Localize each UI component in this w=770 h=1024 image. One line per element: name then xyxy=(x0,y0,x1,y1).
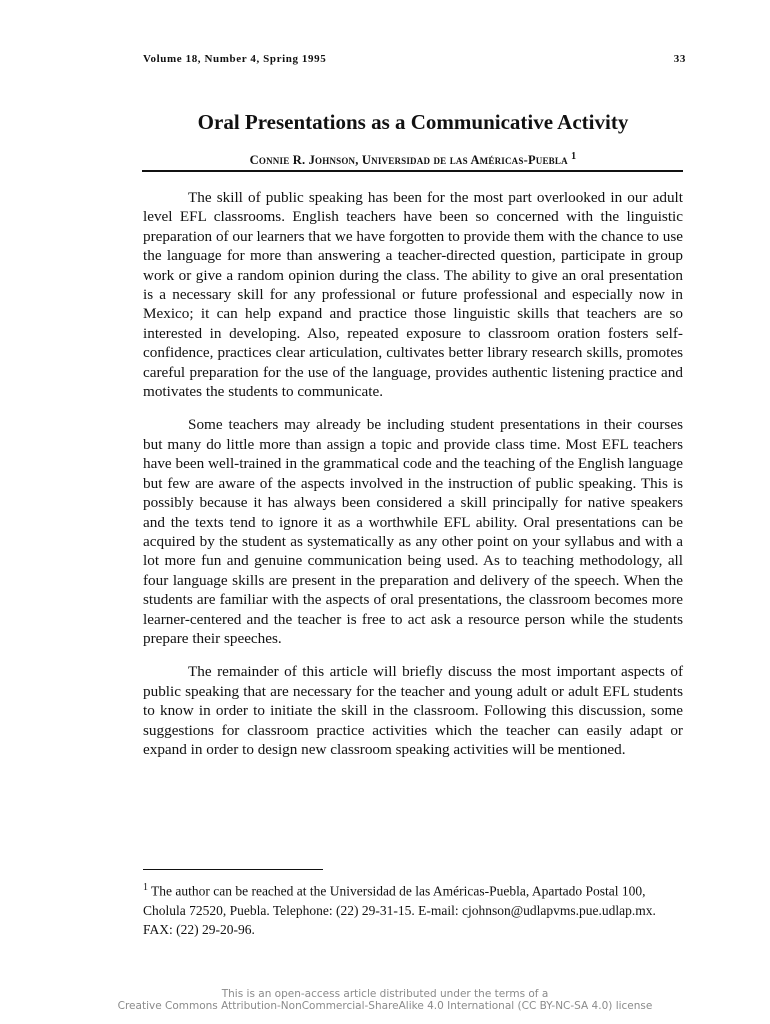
paragraph-3: The remainder of this article will briefly discuss the most important aspects of public speaking that are necessary for the teacher and young adult or adult EFL students to know in order to initiate the skill in the classroom. Following this discussion, some suggestions for classroom practice activities which the teacher can easily adapt or expand in order to design new classroom speaking activities will be mentioned. xyxy=(143,663,683,758)
footnote xyxy=(143,878,683,939)
article-body xyxy=(143,188,683,773)
license-line-2[interactable]: Creative Commons Attribution-NonCommercial-ShareAlike 4.0 International (CC BY-NC-SA 4.0) license xyxy=(117,1000,653,1012)
running-head xyxy=(143,53,686,65)
footnote-text: The author can be reached at the Universidad de las Américas-Puebla, Apartado Postal 100, Cholula 72520, Puebla. Telephone: (22) 29-31-15. E-mail: cjohnson@udlapvms.pue.udlap.mx. FAX: (22) 29-20-96. xyxy=(143,883,656,937)
license-line-1: This is an open-access article distributed under the terms of a xyxy=(221,988,549,1000)
title-rule xyxy=(142,170,683,172)
page-number: 33 xyxy=(673,53,686,65)
author-byline xyxy=(143,151,683,168)
footnote-rule xyxy=(143,869,323,870)
journal-issue: Volume 18, Number 4, Spring 1995 xyxy=(143,53,327,65)
paragraph-1: The skill of public speaking has been for the most part overlooked in our adult level EFL classrooms. English teachers have been so concerned with the linguistic preparation of our learners that we have forgotten to provide them with the chance to use the language for more than answering a teacher-directed question, participate in group work or give a random opinion during the class. The ability to give an oral presentation is a necessary skill for any professional or future professional and especially now in Mexico; it can help expand and practice those linguistic skills that teachers are so interested in developing. Also, repeated exposure to classroom oration fosters self-confidence, practices clear articulation, cultivates better library research skills, promotes careful preparation for the use of the language, provides authentic listening practice and motivates the students to communicate. xyxy=(143,189,683,401)
license-notice xyxy=(0,988,770,1012)
paragraph-2: Some teachers may already be including student presentations in their courses but many do little more than assign a topic and provide class time. Most EFL teachers have been well-trained in the grammatical code and the teaching of the English language but few are aware of the aspects involved in the instruction of public speaking. This is possibly because it has always been considered a skill principally for native speakers and the texts tend to ignore it as a worthwhile EFL ability. Oral presentations can be acquired by the student as systematically as any other point on your syllabus and with a lot more fun and genuine communication being used. As to teaching methodology, all four language skills are present in the preparation and delivery of the speech. When the students are familiar with the aspects of oral presentations, the classroom becomes more learner-centered and the teacher is free to act ask a resource person while the students prepare their speeches. xyxy=(143,416,683,647)
article-title: Oral Presentations as a Communicative Activity xyxy=(197,110,629,134)
author-affiliation: Connie R. Johnson, Universidad de las Américas-Puebla xyxy=(249,153,568,168)
author-footnote-marker[interactable]: 1 xyxy=(571,151,577,162)
footnote-marker: 1 xyxy=(143,882,148,893)
